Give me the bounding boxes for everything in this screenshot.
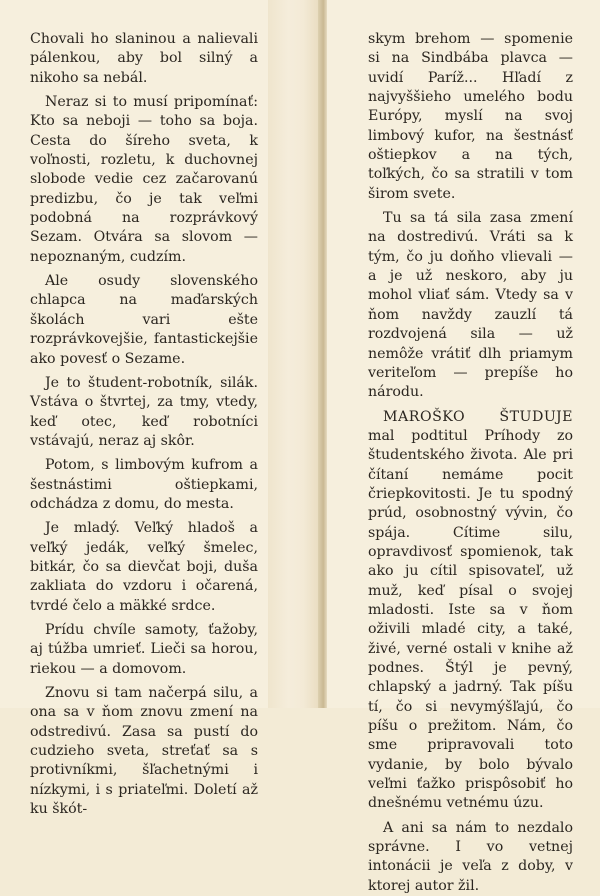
left-text-column	[30, 30, 258, 819]
right-text-column	[368, 30, 573, 896]
paragraph: Znovu si tam načerpá silu, a ona sa v ňom znovu zmení na odstredivú. Zasa sa pustí do cudzieho sveta, streťať sa s protivníkmi, šľachetnými i nízkymi, i s priateľmi. Doletí až ku škót-	[30, 685, 258, 818]
page-fold	[318, 0, 327, 708]
paragraph	[368, 408, 573, 814]
paragraph: Prídu chvíle samoty, ťažoby, aj túžba umrieť. Lieči sa horou, riekou — a domovom.	[30, 621, 258, 677]
paragraph: A ani sa nám to nezdalo správne. I vo vetnej intonácii je veľa z doby, v ktorej autor žil.	[368, 819, 573, 894]
book-title: MAROŠKO ŠTUDUJE	[383, 408, 573, 425]
paragraph: Ale osudy slovenského chlapca na maďarských školách vari ešte rozprávkovejšie, fantastickejšie ako povesť o Sezame.	[30, 273, 258, 367]
paragraph: Je to študent-robotník, silák. Vstáva o štvrtej, za tmy, vtedy, keď otec, keď robotníci vstávajú, neraz aj skôr.	[30, 374, 258, 449]
paragraph-text: mal podtitul Príhody zo študentského života. Ale pri čítaní nemáme pocit čriepkovitosti. Je tu spodný prúd, osobnostný vývin, čo spája. Cítime silu, opravdivosť spomienok, tak ako ju cítil spisovateľ, už muž, keď písal o svojej mladosti. Iste sa v ňom oživili mladé city, a také, živé, verné ostali v knihe až podnes. Štýl je pevný, chlapský a jadrný. Tak píšu tí, čo si nevymýšľajú, čo píšu o prežitom. Nám, čo sme pripravovali toto vydanie, by bolo bývalo veľmi ťažko prispôsobiť ho dnešnému vetnému úzu.	[368, 427, 573, 812]
paragraph: Chovali ho slaninou a nalievali pálenkou, aby bol silný a nikoho sa nebál.	[30, 31, 258, 86]
paragraph: Tu sa tá sila zasa zmení na dostredivú. Vráti sa k tým, čo ju doňho vlievali — a je už neskoro, aby ju mohol vliať sám. Vtedy sa v ňom navždy zauzlí tá rozdvojená sila — už nemôže vrátiť dlh priamym veriteľom — prepíše ho národu.	[368, 210, 573, 401]
paragraph-continuation: skym brehom — spomenie si na Sindbába plavca — uvidí Paríž... Hľadí z najvyššieho umelého bodu Európy, myslí na svoj limbový kufor, na šestnásť oštiepkov a na tých, toľkých, čo sa stratili v tom širom svete.	[368, 31, 573, 202]
paragraph: Neraz si to musí pripomínať: Kto sa neboji — toho sa boja. Cesta do šíreho sveta, k voľnosti, rozletu, k duchovnej slobode vedie cez začarovanú predizbu, čo je tak veľmi podobná na rozprávkový Sezam. Otvára sa slovom — nepoznaným, cudzím.	[30, 94, 258, 265]
paragraph: Je mladý. Veľký hladoš a veľký jedák, veľký šmelec, bitkár, čo sa dievčat boji, duša zakliata do vzdoru i očarená, tvrdé čelo a mäkké srdce.	[30, 520, 258, 614]
paragraph: Potom, s limbovým kufrom a šestnástimi oštiepkami, odchádza z domu, do mesta.	[30, 457, 258, 512]
